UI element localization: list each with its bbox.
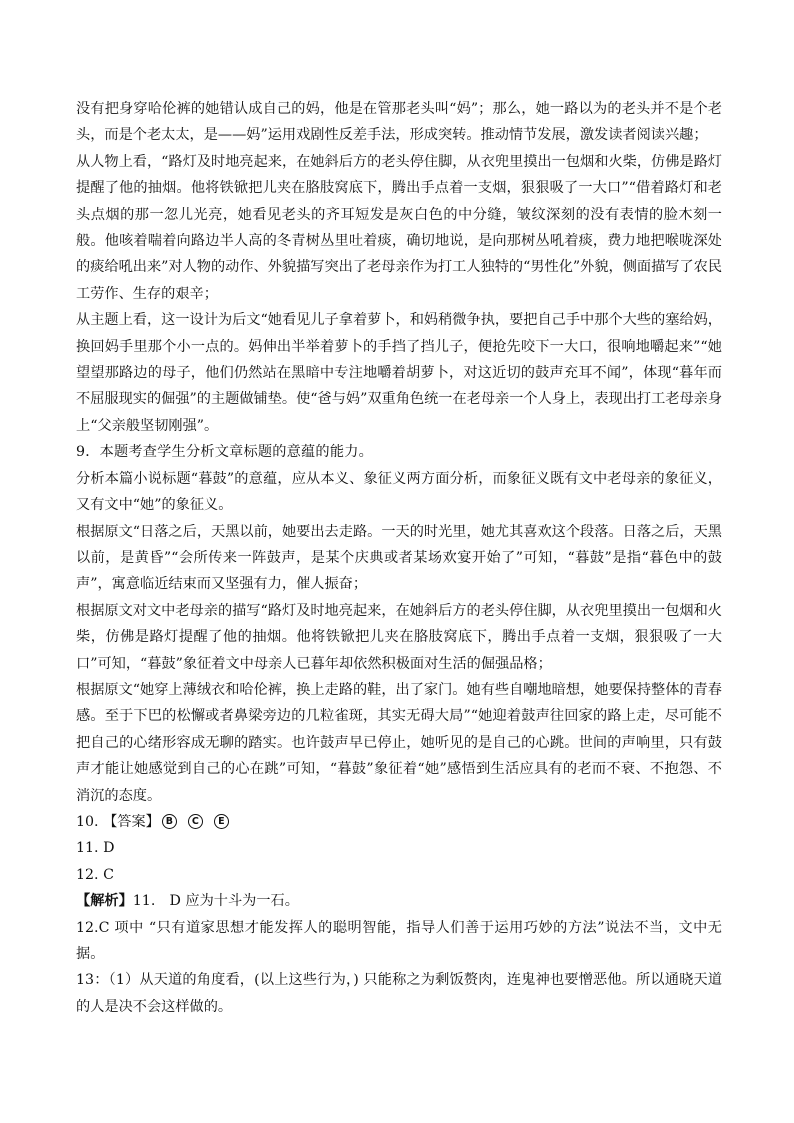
analysis-label: 【解析】: [76, 893, 133, 910]
paragraph-title-meaning: 分析本篇小说标题“暮鼓”的意蕴，应从本义、象征义两方面分析，而象征义既有文中老母亲的象征义，又有文中“她”的象征义。: [76, 470, 722, 514]
option-c-circled: C: [188, 814, 203, 829]
option-b-circled: B: [162, 814, 177, 829]
paragraph-character-analysis: 从人物上看，“路灯及时地亮起来，在她斜后方的老头停住脚，从衣兜里摸出一包烟和火柴，仿佛是路灯提醒了他的抽烟。他将铁锨把儿夹在胳肢窝底下，腾出手点着一支烟，狠狠吸了一大口”“借着路灯和老头点烟的那一忽儿光亮，她看见老头的齐耳短发是灰白色的中分缝，皱纹深刻的没有表情的脸木刻一般。他咳着喘着向路边半人高的冬青树丛里吐着痰，确切地说，是向那树丛吼着痰，费力地把喉咙深处的痰给吼出来”对人物的动作、外貌描写突出了老母亲作为打工人独特的“男性化”外貌，侧面描写了农民工劳作、生存的艰辛；: [76, 153, 723, 302]
analysis-13-line: 13：（1）从天道的角度看，(以上这些行为，) 只能称之为剩饭赘肉，连鬼神也要憎恶他。所以通晓天道的人是决不会这样做的。: [76, 972, 722, 1015]
analysis-11-line: [76, 888, 722, 914]
paragraph-plot-effect: 没有把身穿哈伦裤的她错认成自己的妈，他是在管那老头叫“妈”；那么，她一路以为的老头并不是个老头，而是个老太太，是——妈”运用戏剧性反差手法，形成突转。推动情节发展，激发读者阅读兴趣；: [76, 101, 722, 144]
paragraph-mother-symbol: 根据原文对文中老母亲的描写“路灯及时地亮起来，在她斜后方的老头停住脚，从衣兜里摸出一包烟和火柴，仿佛是路灯提醒了他的抽烟。他将铁锨把儿夹在胳肢窝底下，腾出手点着一支烟，狠狠吸了一大口”可知，“暮鼓”象征着文中母亲人已暮年却依然积极面对生活的倔强品格；: [76, 602, 722, 672]
answer-11-line: 11. D: [76, 840, 115, 857]
question-9-intro: 9．本题考查学生分析文章标题的意蕴的能力。: [76, 444, 373, 461]
answer-12-line: 12. C: [76, 866, 114, 883]
analysis-12-line: 12.C 项中 “只有道家思想才能发挥人的聪明智能，指导人们善于运用巧妙的方法”说法不当，文中无据。: [76, 919, 722, 962]
answer-10-line: [76, 809, 722, 835]
analysis-11-text: 11. D 应为十斗为一石。: [132, 893, 299, 910]
paragraph-her-symbol: 根据原文“她穿上薄绒衣和哈伦裤，换上走路的鞋，出了家门。她有些自嘲地暗想，她要保持整体的青春感。至于下巴的松懈或者鼻梁旁边的几粒雀斑，其实无碍大局”“她迎着鼓声往回家的路上走，尽可能不把自己的心绪形容成无聊的踏实。也许鼓声早已停止，她听见的是自己的心跳。世间的声响里，只有鼓声才能让她感觉到自己的心在跳”可知，“暮鼓”象征着“她”感悟到生活应具有的老而不衰、不抱怨、不消沉的态度。: [76, 681, 722, 804]
document-body: [76, 96, 722, 1020]
answer-10-prefix: 10. 【答案】: [76, 813, 160, 830]
paragraph-theme-analysis: 从主题上看，这一设计为后文“她看见儿子拿着萝卜，和妈稍微争执，要把自己手中那个大些的塞给妈，换回妈手里那个小一点的。妈伸出半举着萝卜的手挡了挡儿子，便抢先咬下一大口，很响地嚼起来”“她望望那路边的母子，他们仍然站在黑暗中专注地嚼着胡萝卜，对这近切的鼓声充耳不闻”，体现“暮年而不屈服现实的倔强”的主题做铺垫。使“爸与妈”双重角色统一在老母亲一个人身上，表现出打工老母亲身上“父亲般坚韧刚强”。: [76, 312, 723, 434]
paragraph-literal-meaning: 根据原文“日落之后，天黑以前，她要出去走路。一天的时光里，她尤其喜欢这个段落。日落之后，天黑以前，是黄昏”“会所传来一阵鼓声，是某个庆典或者某场欢宴开始了”可知，“暮鼓”是指“暮色中的鼓声”，寓意临近结束而又坚强有力，催人振奋；: [76, 523, 722, 593]
option-e-circled: E: [214, 814, 229, 829]
